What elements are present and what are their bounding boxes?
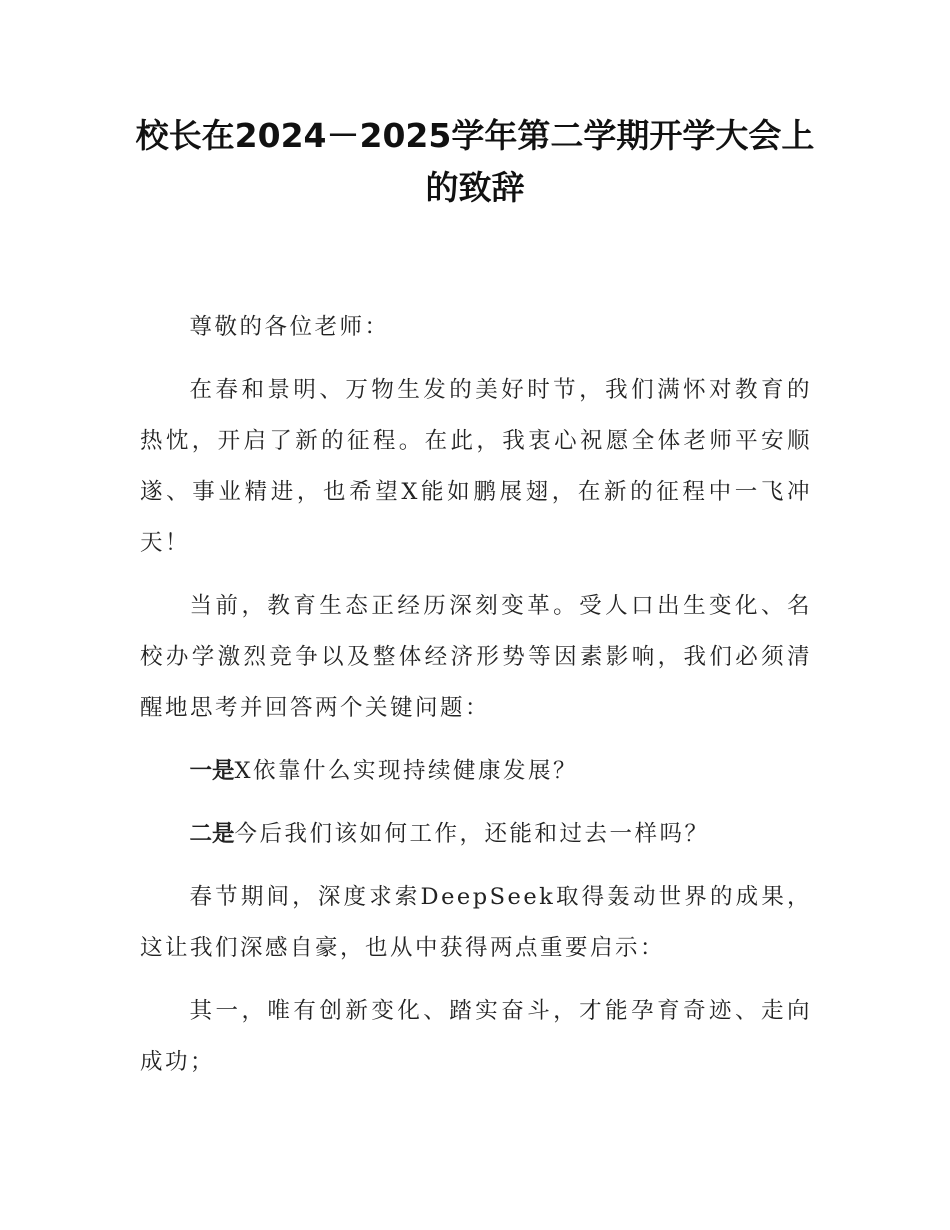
insight-one: 其一，唯有创新变化、踏实奋斗，才能孕育奇迹、走向成功；	[140, 998, 812, 1075]
salutation: 尊敬的各位老师：	[189, 314, 390, 340]
paragraph-opening: 在春和景明、万物生发的美好时节，我们满怀对教育的热忱，开启了新的征程。在此，我衷心祝愿全体老师平安顺遂、事业精进，也希望X能如鹏展翅，在新的征程中一飞冲天！	[140, 377, 812, 556]
paragraph-context: 当前，教育生态正经历深刻变革。受人口出生变化、名校办学激烈竞争以及整体经济形势等因素影响，我们必须清醒地思考并回答两个关键问题：	[140, 593, 812, 721]
question-one-text: X依靠什么实现持续健康发展？	[234, 758, 579, 784]
paragraph-deepseek: 春节期间，深度求索DeepSeek取得轰动世界的成果，这让我们深感自豪，也从中获得两点重要启示：	[140, 884, 812, 961]
question-two-text: 今后我们该如何工作，还能和过去一样吗？	[234, 821, 710, 847]
question-two-lead: 二是	[189, 821, 235, 847]
document-title: 校长在2024－2025学年第二学期开学大会上的致辞	[135, 116, 815, 207]
question-one	[140, 746, 812, 797]
question-two	[140, 809, 812, 860]
question-one-lead: 一是	[189, 758, 235, 784]
document-body	[140, 302, 812, 1088]
